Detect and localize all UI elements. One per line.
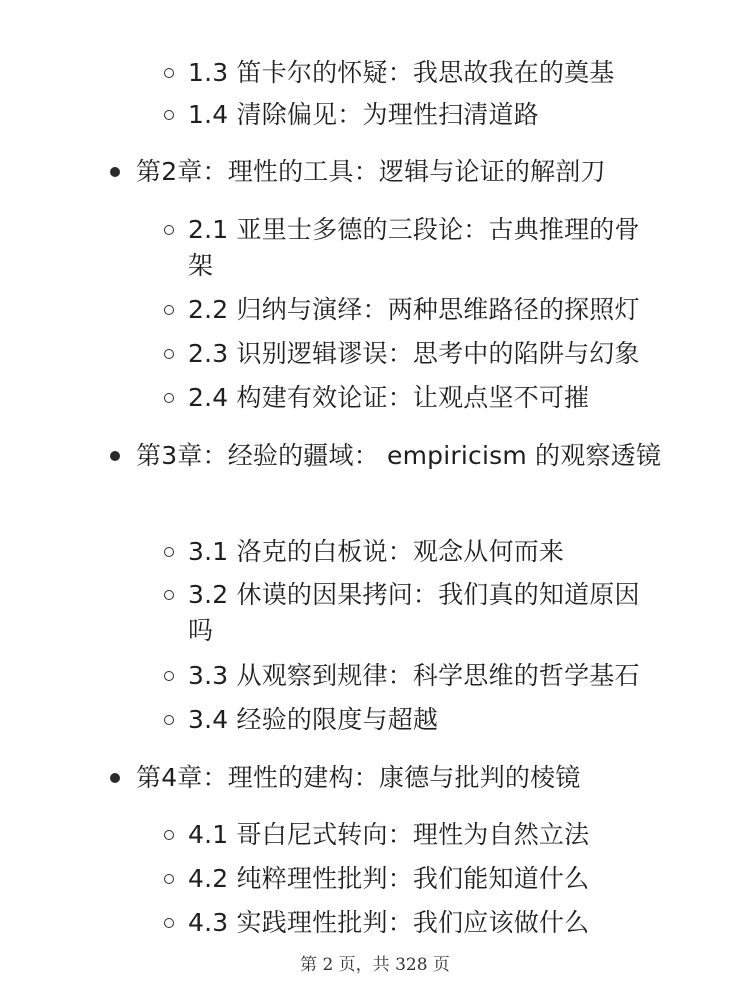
toc-section-label: 3.3 从观察到规律：科学思维的哲学基石 bbox=[188, 661, 640, 690]
toc-chapter-title: 第2章：理性的工具：逻辑与论证的解剖刀 bbox=[136, 157, 606, 186]
hollow-bullet-icon bbox=[162, 380, 176, 416]
toc-section-3-3 bbox=[162, 658, 682, 694]
toc-section-label: 2.2 归纳与演绎：两种思维路径的探照灯 bbox=[188, 295, 640, 324]
hollow-bullet-icon bbox=[162, 55, 176, 91]
toc-section-label: 3.2 休谟的因果拷问：我们真的知道原因吗 bbox=[188, 580, 640, 645]
hollow-bullet-icon bbox=[162, 702, 176, 738]
toc-section-4-1 bbox=[162, 817, 682, 853]
hollow-bullet-icon bbox=[162, 817, 176, 853]
toc-section-label: 3.1 洛克的白板说：观念从何而来 bbox=[188, 537, 565, 566]
toc-section-4-3 bbox=[162, 905, 682, 941]
filled-bullet-icon bbox=[108, 760, 122, 796]
toc-section-label: 2.1 亚里士多德的三段论：古典推理的骨架 bbox=[188, 215, 640, 280]
hollow-bullet-icon bbox=[162, 905, 176, 941]
toc-chapter-title: 第3章：经验的疆域： empiricism 的观察透镜 bbox=[136, 441, 662, 470]
hollow-bullet-icon bbox=[162, 292, 176, 328]
toc-section-1-4 bbox=[162, 97, 682, 133]
hollow-bullet-icon bbox=[162, 534, 176, 570]
toc-section-2-2 bbox=[162, 292, 682, 328]
hollow-bullet-icon bbox=[162, 212, 176, 248]
toc-chapter-3 bbox=[108, 438, 663, 474]
toc-section-label: 3.4 经验的限度与超越 bbox=[188, 705, 439, 734]
toc-section-2-1 bbox=[162, 212, 662, 284]
toc-section-label: 4.1 哥白尼式转向：理性为自然立法 bbox=[188, 820, 590, 849]
toc-section-4-2 bbox=[162, 861, 682, 897]
toc-section-label: 1.4 清除偏见：为理性扫清道路 bbox=[188, 100, 539, 129]
page-number-footer: 第 2 页，共 328 页 bbox=[300, 955, 450, 975]
toc-chapter-4 bbox=[108, 760, 668, 796]
toc-section-3-4 bbox=[162, 702, 682, 738]
toc-section-label: 4.3 实践理性批判：我们应该做什么 bbox=[188, 908, 590, 937]
hollow-bullet-icon bbox=[162, 577, 176, 613]
filled-bullet-icon bbox=[108, 154, 122, 190]
toc-section-2-4 bbox=[162, 380, 682, 416]
toc-chapter-2 bbox=[108, 154, 668, 190]
toc-section-label: 2.4 构建有效论证：让观点坚不可摧 bbox=[188, 383, 590, 412]
toc-section-1-3 bbox=[162, 55, 682, 91]
toc-section-3-1 bbox=[162, 534, 682, 570]
hollow-bullet-icon bbox=[162, 97, 176, 133]
hollow-bullet-icon bbox=[162, 336, 176, 372]
toc-section-2-3 bbox=[162, 336, 682, 372]
hollow-bullet-icon bbox=[162, 658, 176, 694]
toc-chapter-title: 第4章：理性的建构：康德与批判的棱镜 bbox=[136, 763, 581, 792]
toc-section-label: 1.3 笛卡尔的怀疑：我思故我在的奠基 bbox=[188, 58, 615, 87]
toc-section-3-2 bbox=[162, 577, 662, 649]
hollow-bullet-icon bbox=[162, 861, 176, 897]
filled-bullet-icon bbox=[108, 438, 122, 474]
toc-section-label: 4.2 纯粹理性批判：我们能知道什么 bbox=[188, 864, 590, 893]
toc-section-label: 2.3 识别逻辑谬误：思考中的陷阱与幻象 bbox=[188, 339, 640, 368]
